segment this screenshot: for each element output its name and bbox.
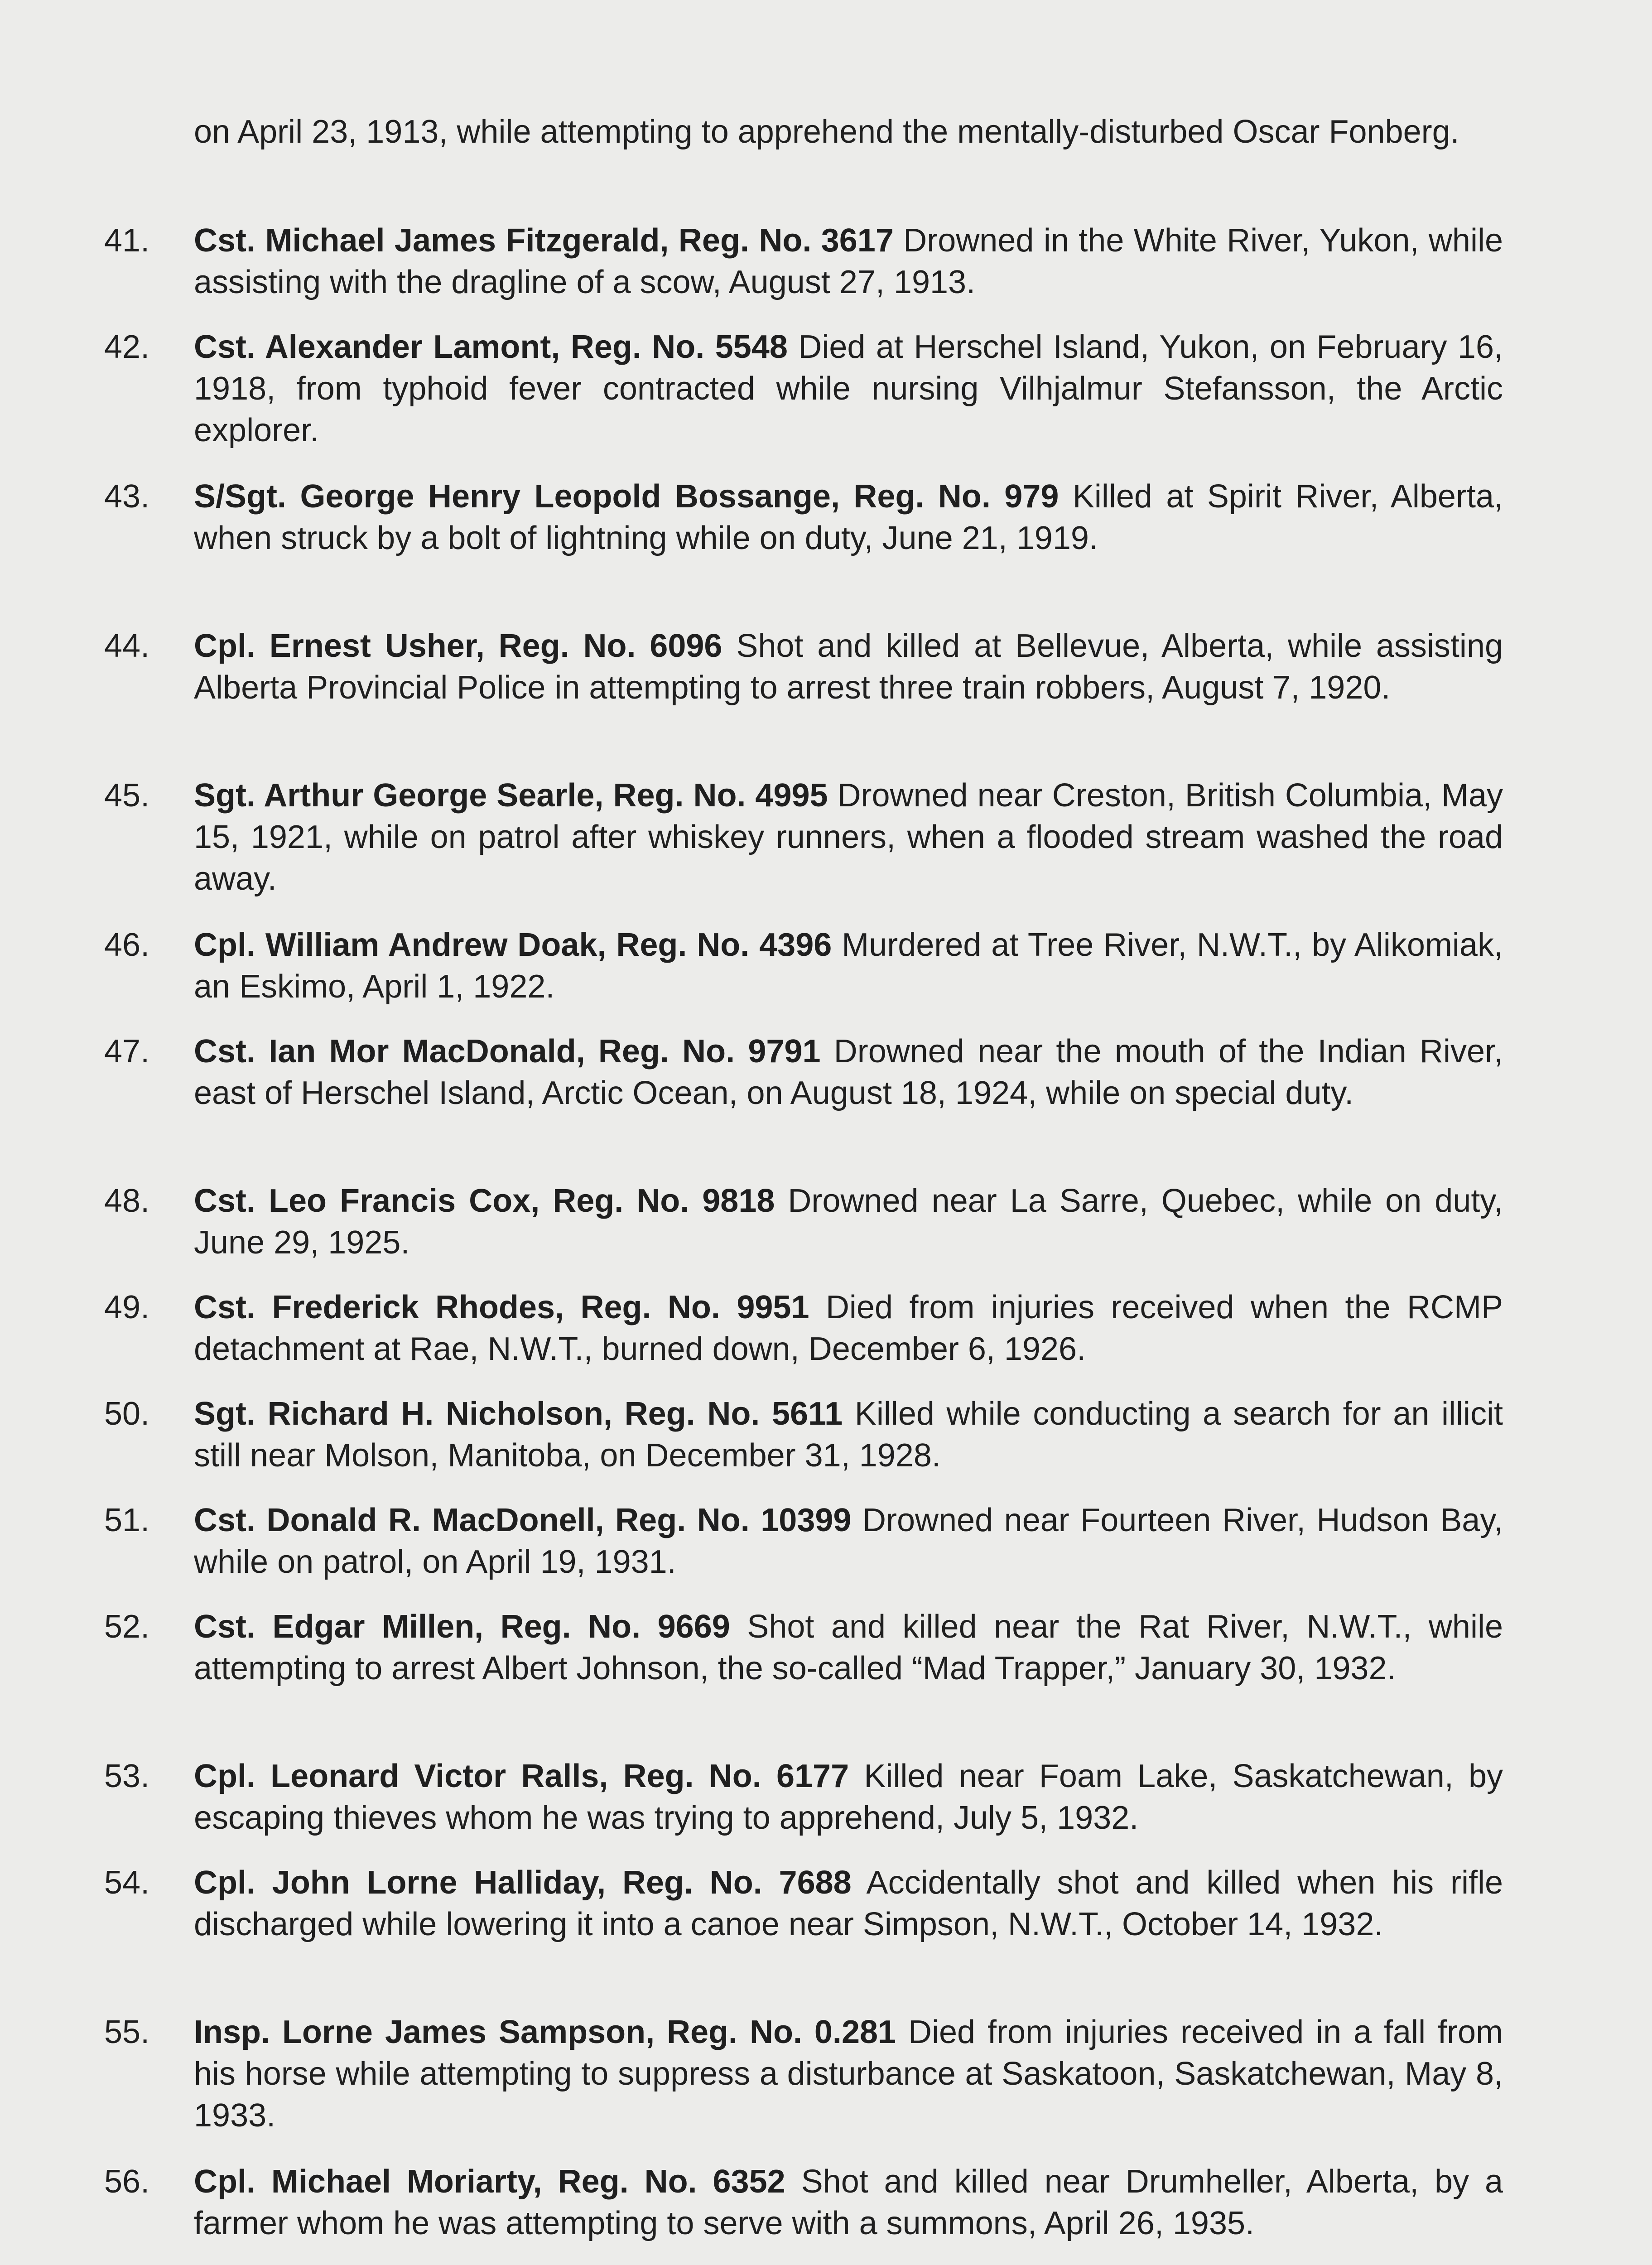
entry-text: Drowned in the White River, Yukon, while assisting with the dragline of a scow, August 27, 1913. [194, 222, 1503, 300]
entry-number: 50. [104, 1396, 150, 1432]
entry-number: 44. [104, 628, 150, 664]
entry-text: Drowned near the mouth of the Indian River, east of Herschel Island, Arctic Ocean, on August 18, 1924, while on special duty. [194, 1033, 1503, 1111]
entry-text: Shot and killed at Bellevue, Alberta, while assisting Alberta Provincial Police in attempting to arrest three train robbers, August 7, 1920. [194, 628, 1503, 706]
entry-number: 55. [104, 2014, 150, 2050]
entry-heading: Cpl. William Andrew Doak, Reg. No. 4396 [194, 927, 832, 963]
entry-text: Accidentally shot and killed when his rifle discharged while lowering it into a canoe near Simpson, N.W.T., October 14, 1932. [194, 1865, 1503, 1942]
entry-heading: Cpl. John Lorne Halliday, Reg. No. 7688 [194, 1865, 852, 1901]
entry-number: 54. [104, 1865, 150, 1901]
entry-text: Drowned near Creston, British Columbia, May 15, 1921, while on patrol after whiskey runners, when a flooded stream washed the road away. [194, 777, 1503, 897]
entry-text: Died from injuries received in a fall from his horse while attempting to suppress a disturbance at Saskatoon, Saskatchewan, May 8, 1933. [194, 2014, 1503, 2134]
entry-heading: Cst. Michael James Fitzgerald, Reg. No. 3617 [194, 222, 894, 259]
entry-number: 41. [104, 222, 150, 259]
entry-text: Drowned near La Sarre, Quebec, while on duty, June 29, 1925. [194, 1183, 1503, 1261]
entry-heading: Cpl. Leonard Victor Ralls, Reg. No. 6177 [194, 1758, 849, 1794]
entry-number: 56. [104, 2164, 150, 2200]
entry-heading: Cst. Donald R. MacDonell, Reg. No. 10399 [194, 1502, 852, 1538]
entry-number: 53. [104, 1758, 150, 1794]
entry-text: Died at Herschel Island, Yukon, on February 16, 1918, from typhoid fever contracted while nursing Vilhjalmur Stefansson, the Arctic explorer. [194, 329, 1503, 448]
entry-number: 47. [104, 1033, 150, 1070]
entry-text: Killed at Spirit River, Alberta, when struck by a bolt of lightning while on duty, June 21, 1919. [194, 478, 1503, 556]
entry-heading: Cpl. Michael Moriarty, Reg. No. 6352 [194, 2164, 785, 2200]
entry-number: 49. [104, 1289, 150, 1325]
entry-number: 52. [104, 1609, 150, 1645]
entry-number: 48. [104, 1183, 150, 1219]
entry-heading: Cst. Leo Francis Cox, Reg. No. 9818 [194, 1183, 775, 1219]
entry-number: 42. [104, 329, 150, 365]
entry-heading: Insp. Lorne James Sampson, Reg. No. 0.281 [194, 2014, 896, 2050]
entry-number: 45. [104, 777, 150, 814]
entry-heading: Sgt. Richard H. Nicholson, Reg. No. 5611 [194, 1396, 843, 1432]
entry-heading: Cst. Alexander Lamont, Reg. No. 5548 [194, 329, 788, 365]
entry-heading: Cpl. Ernest Usher, Reg. No. 6096 [194, 628, 722, 664]
entry-heading: Sgt. Arthur George Searle, Reg. No. 4995 [194, 777, 828, 814]
continuation-text: on April 23, 1913, while attempting to apprehend the mentally-disturbed Oscar Fonberg. [194, 114, 1459, 150]
entry-text: Shot and killed near Drumheller, Alberta, by a farmer whom he was attempting to serve with a summons, April 26, 1935. [194, 2164, 1503, 2241]
entry-heading: S/Sgt. George Henry Leopold Bossange, Reg. No. 979 [194, 478, 1059, 515]
entry-heading: Cst. Frederick Rhodes, Reg. No. 9951 [194, 1289, 809, 1325]
entry-number: 51. [104, 1502, 150, 1538]
entry-text: Killed near Foam Lake, Saskatchewan, by escaping thieves whom he was trying to apprehend, July 5, 1932. [194, 1758, 1503, 1836]
entry-heading: Cst. Ian Mor MacDonald, Reg. No. 9791 [194, 1033, 821, 1070]
entry-text: Shot and killed near the Rat River, N.W.T., while attempting to arrest Albert Johnson, the so-called “Mad Trapper,” January 30, 1932. [194, 1609, 1503, 1687]
entry-text: Drowned near Fourteen River, Hudson Bay, while on patrol, on April 19, 1931. [194, 1502, 1503, 1580]
entry-text: Murdered at Tree River, N.W.T., by Alikomiak, an Eskimo, April 1, 1922. [194, 927, 1503, 1005]
entry-number: 46. [104, 927, 150, 963]
entry-heading: Cst. Edgar Millen, Reg. No. 9669 [194, 1609, 730, 1645]
entry-text: Died from injuries received when the RCMP detachment at Rae, N.W.T., burned down, December 6, 1926. [194, 1289, 1503, 1367]
entry-number: 43. [104, 478, 150, 515]
entry-text: Killed while conducting a search for an illicit still near Molson, Manitoba, on December 31, 1928. [194, 1396, 1503, 1474]
